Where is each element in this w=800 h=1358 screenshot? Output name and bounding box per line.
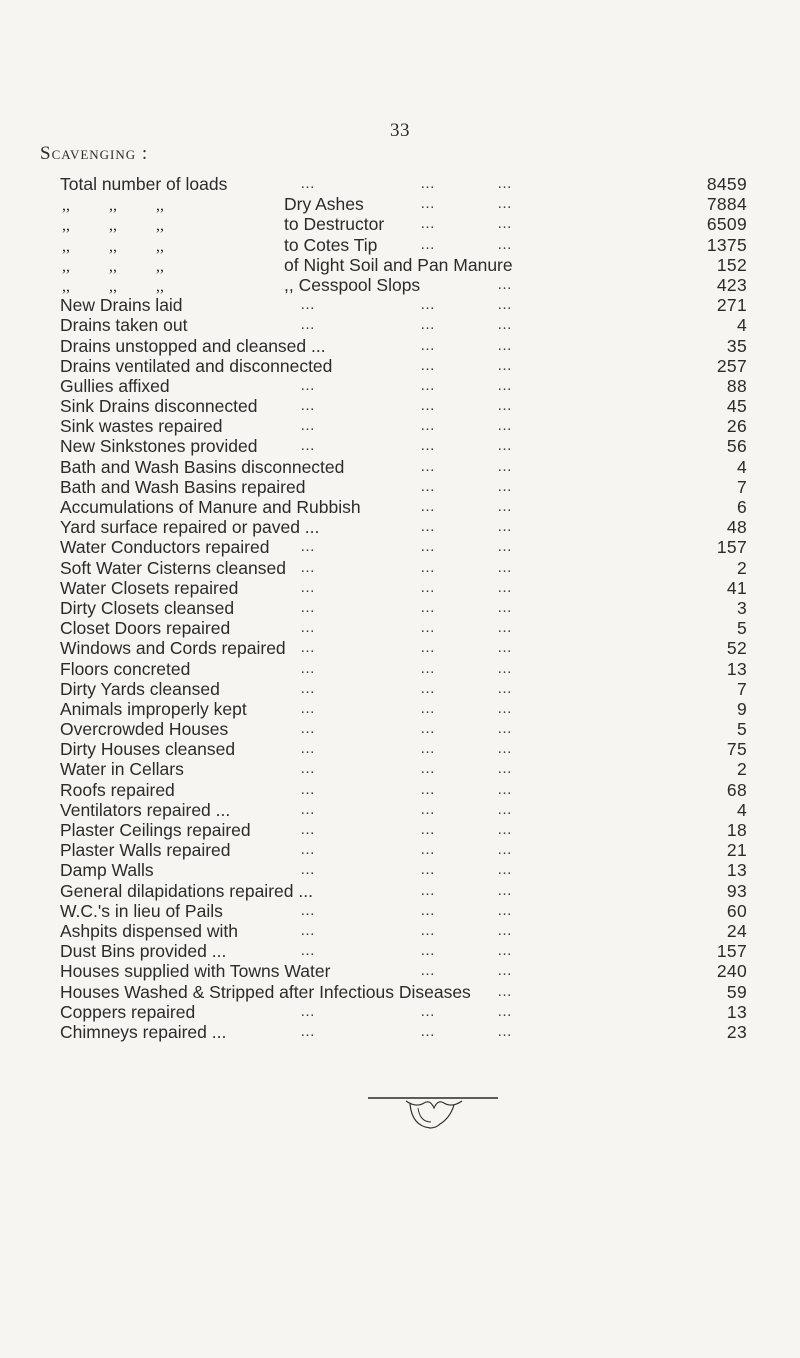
row-label: Dirty Closets cleansed: [60, 597, 235, 618]
dot-leader: …: [497, 942, 514, 960]
row-label: Houses supplied with Towns Water: [60, 961, 331, 982]
row-label: Dirty Yards cleansed: [60, 678, 220, 699]
dot-leader: …: [497, 376, 514, 394]
dot-leader: …: [300, 619, 317, 637]
table-row: [0, 699, 800, 719]
dot-leader: …: [420, 175, 437, 192]
row-value: 93: [726, 880, 747, 901]
table-row: [0, 255, 800, 275]
table-row: [0, 618, 800, 638]
page-number: 33: [390, 120, 410, 141]
row-value: 240: [716, 961, 747, 982]
dot-leader: …: [497, 215, 514, 233]
row-label: General dilapidations repaired ...: [60, 880, 313, 901]
dot-leader: …: [420, 417, 437, 435]
row-value: 157: [716, 941, 747, 962]
table-row: [0, 315, 800, 335]
row-value: 35: [726, 335, 747, 356]
row-value: 41: [726, 577, 747, 598]
table-row: [0, 214, 800, 234]
row-value: 2: [736, 557, 747, 578]
row-label: of Night Soil and Pan Manure: [284, 254, 513, 275]
dot-leader: …: [497, 861, 514, 879]
dot-leader: …: [300, 1002, 317, 1020]
table-row: [0, 396, 800, 416]
dot-leader: …: [420, 518, 437, 536]
dot-leader: …: [497, 417, 514, 435]
dot-leader: …: [497, 659, 514, 677]
dot-leader: …: [420, 477, 437, 495]
table-row: [0, 477, 800, 497]
table-row: [0, 457, 800, 477]
row-value: 48: [726, 517, 747, 538]
row-label: to Cotes Tip: [284, 234, 378, 255]
dot-leader: …: [420, 376, 437, 394]
dot-leader: …: [497, 316, 514, 334]
dot-leader: …: [497, 195, 514, 213]
row-value: 56: [726, 436, 747, 457]
dot-leader: …: [300, 397, 317, 415]
table-row: [0, 1002, 800, 1022]
dot-leader: …: [420, 437, 437, 455]
row-label: Drains unstopped and cleansed ...: [60, 335, 326, 356]
dot-leader: …: [497, 457, 514, 475]
ditto-marks: ,, ,, ,,: [62, 217, 164, 235]
row-value: 5: [736, 618, 747, 639]
row-label: Floors concreted: [60, 658, 191, 679]
row-value: 7: [736, 476, 747, 497]
row-label: Yard surface repaired or paved ...: [60, 517, 320, 538]
row-label: Closet Doors repaired: [60, 618, 231, 639]
dot-leader: …: [497, 901, 514, 919]
row-label: Plaster Walls repaired: [60, 840, 231, 861]
dot-leader: …: [497, 800, 514, 818]
row-label: Dirty Houses cleansed: [60, 739, 236, 760]
dot-leader: …: [300, 699, 317, 717]
dot-leader: …: [300, 861, 317, 879]
dot-leader: …: [420, 296, 437, 314]
dot-leader: …: [497, 275, 514, 293]
dot-leader: …: [300, 720, 317, 738]
row-value: 23: [726, 1021, 747, 1042]
dot-leader: …: [497, 740, 514, 758]
row-label: Coppers repaired: [60, 1001, 196, 1022]
row-label: Chimneys repaired ...: [60, 1021, 227, 1042]
table-row: [0, 517, 800, 537]
row-value: 4: [736, 315, 747, 336]
dot-leader: …: [420, 881, 437, 899]
row-label: W.C.'s in lieu of Pails: [60, 900, 223, 921]
row-label: ,, Cesspool Slops: [284, 274, 421, 295]
table-row: [0, 961, 800, 981]
dot-leader: …: [300, 679, 317, 697]
dot-leader: …: [300, 175, 317, 192]
row-label: Damp Walls: [60, 860, 154, 881]
row-label: Windows and Cords repaired: [60, 638, 286, 659]
row-value: 5: [736, 719, 747, 740]
dot-leader: …: [420, 901, 437, 919]
dot-leader: …: [497, 336, 514, 354]
row-value: 2: [736, 759, 747, 780]
row-label: Plaster Ceilings repaired: [60, 820, 251, 840]
dot-leader: …: [300, 821, 317, 838]
dot-leader: …: [420, 397, 437, 415]
table-row: [0, 759, 800, 779]
row-value: 52: [726, 638, 747, 659]
table-row: [0, 235, 800, 255]
row-label: Roofs repaired: [60, 779, 175, 800]
table-row: [0, 881, 800, 901]
dot-leader: …: [300, 659, 317, 677]
dot-leader: …: [497, 720, 514, 738]
dot-leader: …: [300, 780, 317, 798]
row-value: 68: [726, 779, 747, 800]
dot-leader: …: [300, 417, 317, 435]
scavenging-table: [0, 174, 800, 1042]
row-label: Water Closets repaired: [60, 577, 239, 598]
row-value: 45: [726, 396, 747, 417]
row-value: 21: [726, 840, 747, 861]
dot-leader: …: [300, 316, 317, 334]
ditto-marks: ,, ,, ,,: [62, 277, 164, 295]
table-row: [0, 780, 800, 800]
table-row: [0, 659, 800, 679]
dot-leader: …: [420, 316, 437, 334]
dot-leader: …: [497, 881, 514, 899]
dot-leader: …: [300, 558, 317, 576]
dot-leader: …: [420, 679, 437, 697]
row-value: 8459: [706, 174, 747, 194]
dot-leader: …: [420, 659, 437, 677]
dot-leader: …: [497, 821, 514, 838]
table-row: [0, 800, 800, 820]
row-value: 7884: [706, 194, 747, 215]
row-label: Dry Ashes: [284, 194, 364, 215]
dot-leader: …: [497, 175, 514, 192]
dot-leader: …: [420, 720, 437, 738]
table-row: [0, 578, 800, 598]
ornament-icon: [368, 1096, 498, 1136]
table-row: [0, 638, 800, 658]
dot-leader: …: [497, 397, 514, 415]
dot-leader: …: [300, 901, 317, 919]
ditto-marks: ,, ,, ,,: [62, 237, 164, 255]
dot-leader: …: [420, 195, 437, 213]
row-value: 6509: [706, 214, 747, 235]
row-value: 6: [736, 497, 747, 517]
row-value: 157: [716, 537, 747, 558]
row-label: Soft Water Cisterns cleansed: [60, 557, 286, 578]
dot-leader: …: [497, 962, 514, 980]
dot-leader: …: [497, 558, 514, 576]
row-label: Drains taken out: [60, 315, 188, 336]
dot-leader: …: [497, 477, 514, 495]
row-value: 60: [726, 900, 747, 921]
section-heading: Scavenging :: [40, 143, 149, 164]
table-row: [0, 416, 800, 436]
table-row: [0, 901, 800, 921]
dot-leader: …: [420, 578, 437, 596]
dot-leader: …: [497, 619, 514, 637]
dot-leader: …: [420, 800, 437, 818]
row-label: Gullies affixed: [60, 375, 170, 396]
table-row: [0, 376, 800, 396]
row-label: Water Conductors repaired: [60, 537, 270, 558]
table-row: [0, 679, 800, 699]
dot-leader: …: [300, 376, 317, 394]
dot-leader: …: [497, 1002, 514, 1020]
dot-leader: …: [300, 598, 317, 616]
row-label: Ventilators repaired ...: [60, 799, 231, 820]
row-value: 18: [726, 820, 747, 840]
dot-leader: …: [420, 861, 437, 879]
table-row: [0, 275, 800, 295]
dot-leader: …: [497, 780, 514, 798]
dot-leader: …: [497, 760, 514, 778]
row-value: 88: [726, 375, 747, 396]
dot-leader: …: [420, 538, 437, 556]
table-row: [0, 356, 800, 376]
dot-leader: …: [300, 437, 317, 455]
dot-leader: …: [420, 336, 437, 354]
table-row: [0, 558, 800, 578]
dot-leader: …: [420, 780, 437, 798]
row-value: 257: [716, 355, 747, 376]
row-label: Water in Cellars: [60, 759, 184, 780]
dot-leader: …: [300, 942, 317, 960]
table-row: [0, 194, 800, 214]
dot-leader: …: [300, 538, 317, 556]
row-label: Bath and Wash Basins repaired: [60, 476, 306, 497]
row-label: Overcrowded Houses: [60, 719, 229, 740]
dot-leader: …: [420, 215, 437, 233]
dot-leader: …: [497, 356, 514, 374]
row-label: New Drains laid: [60, 295, 183, 316]
table-row: [0, 739, 800, 759]
row-label: Sink Drains disconnected: [60, 396, 258, 417]
dot-leader: …: [497, 235, 514, 253]
dot-leader: …: [420, 921, 437, 939]
dot-leader: …: [497, 841, 514, 859]
dot-leader: …: [420, 639, 437, 657]
row-value: 423: [716, 274, 747, 295]
dot-leader: …: [420, 558, 437, 576]
table-row: [0, 537, 800, 557]
table-row: [0, 840, 800, 860]
table-row: [0, 174, 800, 194]
dot-leader: …: [420, 942, 437, 960]
dot-leader: …: [420, 1022, 437, 1040]
dot-leader: …: [497, 921, 514, 939]
row-value: 4: [736, 799, 747, 820]
table-row: [0, 336, 800, 356]
dot-leader: …: [420, 457, 437, 475]
dot-leader: …: [497, 598, 514, 616]
dot-leader: …: [420, 235, 437, 253]
dot-leader: …: [420, 598, 437, 616]
dot-leader: …: [420, 962, 437, 980]
dot-leader: …: [300, 296, 317, 314]
row-label: Total number of loads: [60, 174, 228, 194]
row-value: 26: [726, 416, 747, 437]
ditto-marks: ,, ,, ,,: [62, 257, 164, 275]
row-value: 75: [726, 739, 747, 760]
dot-leader: …: [300, 1022, 317, 1040]
row-label: Drains ventilated and disconnected: [60, 355, 333, 376]
row-value: 13: [726, 658, 747, 679]
table-row: [0, 1022, 800, 1042]
table-row: [0, 598, 800, 618]
row-label: Dust Bins provided ...: [60, 941, 227, 962]
row-label: Animals improperly kept: [60, 698, 247, 719]
table-row: [0, 436, 800, 456]
dot-leader: …: [497, 538, 514, 556]
dot-leader: …: [497, 498, 514, 515]
dot-leader: …: [420, 760, 437, 778]
row-value: 1375: [706, 234, 747, 255]
row-label: Ashpits dispensed with: [60, 920, 239, 941]
dot-leader: …: [300, 800, 317, 818]
table-row: [0, 820, 800, 840]
row-label: Houses Washed & Stripped after Infectious Diseases: [60, 981, 471, 1002]
row-value: 271: [716, 295, 747, 316]
row-value: 9: [736, 698, 747, 719]
dot-leader: …: [497, 1022, 514, 1040]
row-value: 3: [736, 597, 747, 618]
dot-leader: …: [497, 679, 514, 697]
table-row: [0, 982, 800, 1002]
row-value: 4: [736, 456, 747, 477]
row-label: Bath and Wash Basins disconnected: [60, 456, 345, 477]
row-value: 13: [726, 860, 747, 881]
dot-leader: …: [420, 740, 437, 758]
ditto-marks: ,, ,, ,,: [62, 197, 164, 215]
dot-leader: …: [497, 518, 514, 536]
dot-leader: …: [300, 740, 317, 758]
table-row: [0, 941, 800, 961]
table-row: [0, 921, 800, 941]
dot-leader: …: [420, 699, 437, 717]
dot-leader: …: [497, 699, 514, 717]
row-value: 7: [736, 678, 747, 699]
row-value: 24: [726, 920, 747, 941]
row-value: 152: [716, 254, 747, 275]
dot-leader: …: [497, 982, 514, 1000]
dot-leader: …: [497, 296, 514, 314]
dot-leader: …: [300, 921, 317, 939]
table-row: [0, 860, 800, 880]
dot-leader: …: [300, 760, 317, 778]
row-label: Sink wastes repaired: [60, 416, 223, 437]
dot-leader: …: [420, 619, 437, 637]
row-label: to Destructor: [284, 214, 385, 235]
dot-leader: …: [420, 356, 437, 374]
row-value: 13: [726, 1001, 747, 1022]
dot-leader: …: [420, 841, 437, 859]
dot-leader: …: [300, 578, 317, 596]
dot-leader: …: [497, 639, 514, 657]
dot-leader: …: [300, 639, 317, 657]
row-label: New Sinkstones provided: [60, 436, 258, 457]
table-row: [0, 295, 800, 315]
dot-leader: …: [420, 821, 437, 838]
row-value: 59: [726, 981, 747, 1002]
dot-leader: …: [497, 437, 514, 455]
dot-leader: …: [497, 578, 514, 596]
dot-leader: …: [300, 841, 317, 859]
row-label: Accumulations of Manure and Rubbish: [60, 497, 361, 517]
dot-leader: …: [420, 1002, 437, 1020]
table-row: [0, 497, 800, 517]
dot-leader: …: [420, 498, 437, 515]
table-row: [0, 719, 800, 739]
